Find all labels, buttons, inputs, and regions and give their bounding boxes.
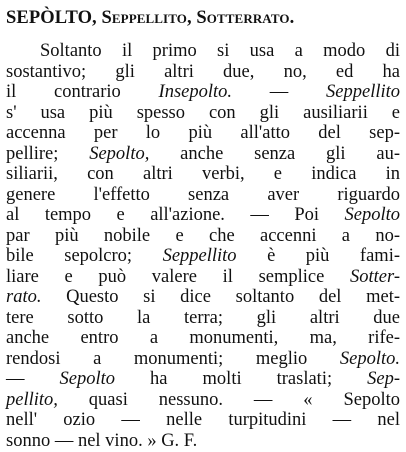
italic-term: Sepolto bbox=[59, 369, 116, 389]
text-run: sonno — nel vino. » G. F. bbox=[6, 430, 198, 451]
entry-line bbox=[6, 163, 400, 185]
entry-line bbox=[6, 61, 400, 83]
text-run: liare e può valere il semplice bbox=[6, 266, 351, 287]
text-run: quasi nessuno. — « Sepolto bbox=[57, 389, 400, 410]
text-run: — bbox=[6, 369, 60, 389]
entry-line bbox=[6, 409, 400, 431]
text-run: par più nobile e che accenni a no- bbox=[6, 225, 400, 246]
entry-headword bbox=[6, 6, 294, 30]
text-run: accenna per lo più all'atto del sep- bbox=[6, 123, 400, 143]
text-run: s' usa più spesso con gli ausiliarii e bbox=[6, 102, 400, 123]
entry-line bbox=[6, 81, 400, 103]
entry-line bbox=[6, 102, 400, 124]
italic-term: Seppellito bbox=[162, 246, 237, 266]
text-run: anche senza gli au- bbox=[149, 143, 400, 164]
entry-line bbox=[6, 389, 400, 411]
entry-line bbox=[6, 122, 400, 144]
text-run: pellire; bbox=[6, 143, 90, 164]
headword-main: SEPÒLTO, bbox=[6, 8, 97, 28]
entry-line bbox=[6, 266, 400, 288]
entry-line bbox=[6, 286, 400, 308]
entry-line bbox=[6, 327, 400, 349]
text-run: rendosi a monumenti; meglio bbox=[6, 348, 340, 369]
text-run: il contrario bbox=[6, 82, 159, 102]
text-run: è più fami- bbox=[236, 246, 400, 266]
text-run: siliarii, con altri verbi, e indica in bbox=[6, 164, 400, 184]
text-run: genere l'effetto senza aver riguardo bbox=[6, 184, 400, 205]
entry-line bbox=[6, 430, 197, 452]
entry-line bbox=[6, 307, 400, 329]
headword-synonyms: Seppellito, Sotterrato. bbox=[96, 8, 295, 28]
italic-term: Seppellito bbox=[326, 82, 400, 102]
entry-line bbox=[6, 368, 400, 390]
italic-term: Sepolto. bbox=[339, 348, 400, 369]
text-run: anche entro a monumenti, ma, rife- bbox=[6, 328, 400, 348]
entry-line bbox=[6, 184, 400, 206]
text-run: nell' ozio — nelle turpitudini — nel bbox=[6, 410, 400, 430]
entry-line bbox=[6, 225, 400, 247]
text-run: al tempo e all'azione. — Poi bbox=[6, 205, 345, 225]
italic-term: pellito, bbox=[6, 389, 58, 410]
text-run: ha molti traslati; bbox=[115, 369, 368, 389]
entry-line bbox=[6, 143, 400, 165]
entry-line bbox=[40, 40, 400, 62]
text-run: Questo si dice soltanto del met- bbox=[41, 287, 400, 307]
text-run: tere sotto la terra; gli altri due bbox=[6, 307, 400, 328]
italic-term: Sep- bbox=[367, 369, 400, 389]
italic-term: Insepolto. bbox=[158, 82, 233, 102]
entry-line bbox=[6, 245, 400, 267]
entry-line bbox=[6, 204, 400, 226]
italic-term: rato. bbox=[6, 287, 42, 307]
text-run: bile sepolcro; bbox=[6, 246, 163, 266]
italic-term: Sotter- bbox=[350, 266, 400, 287]
italic-term: Sepolto bbox=[344, 205, 400, 225]
italic-term: Sepolto, bbox=[89, 143, 150, 164]
entry-line bbox=[6, 348, 400, 370]
text-run: — bbox=[232, 82, 327, 102]
text-run: sostantivo; gli altri due, no, ed ha bbox=[6, 61, 400, 82]
text-run: Soltanto il primo si usa a modo di bbox=[40, 41, 400, 61]
